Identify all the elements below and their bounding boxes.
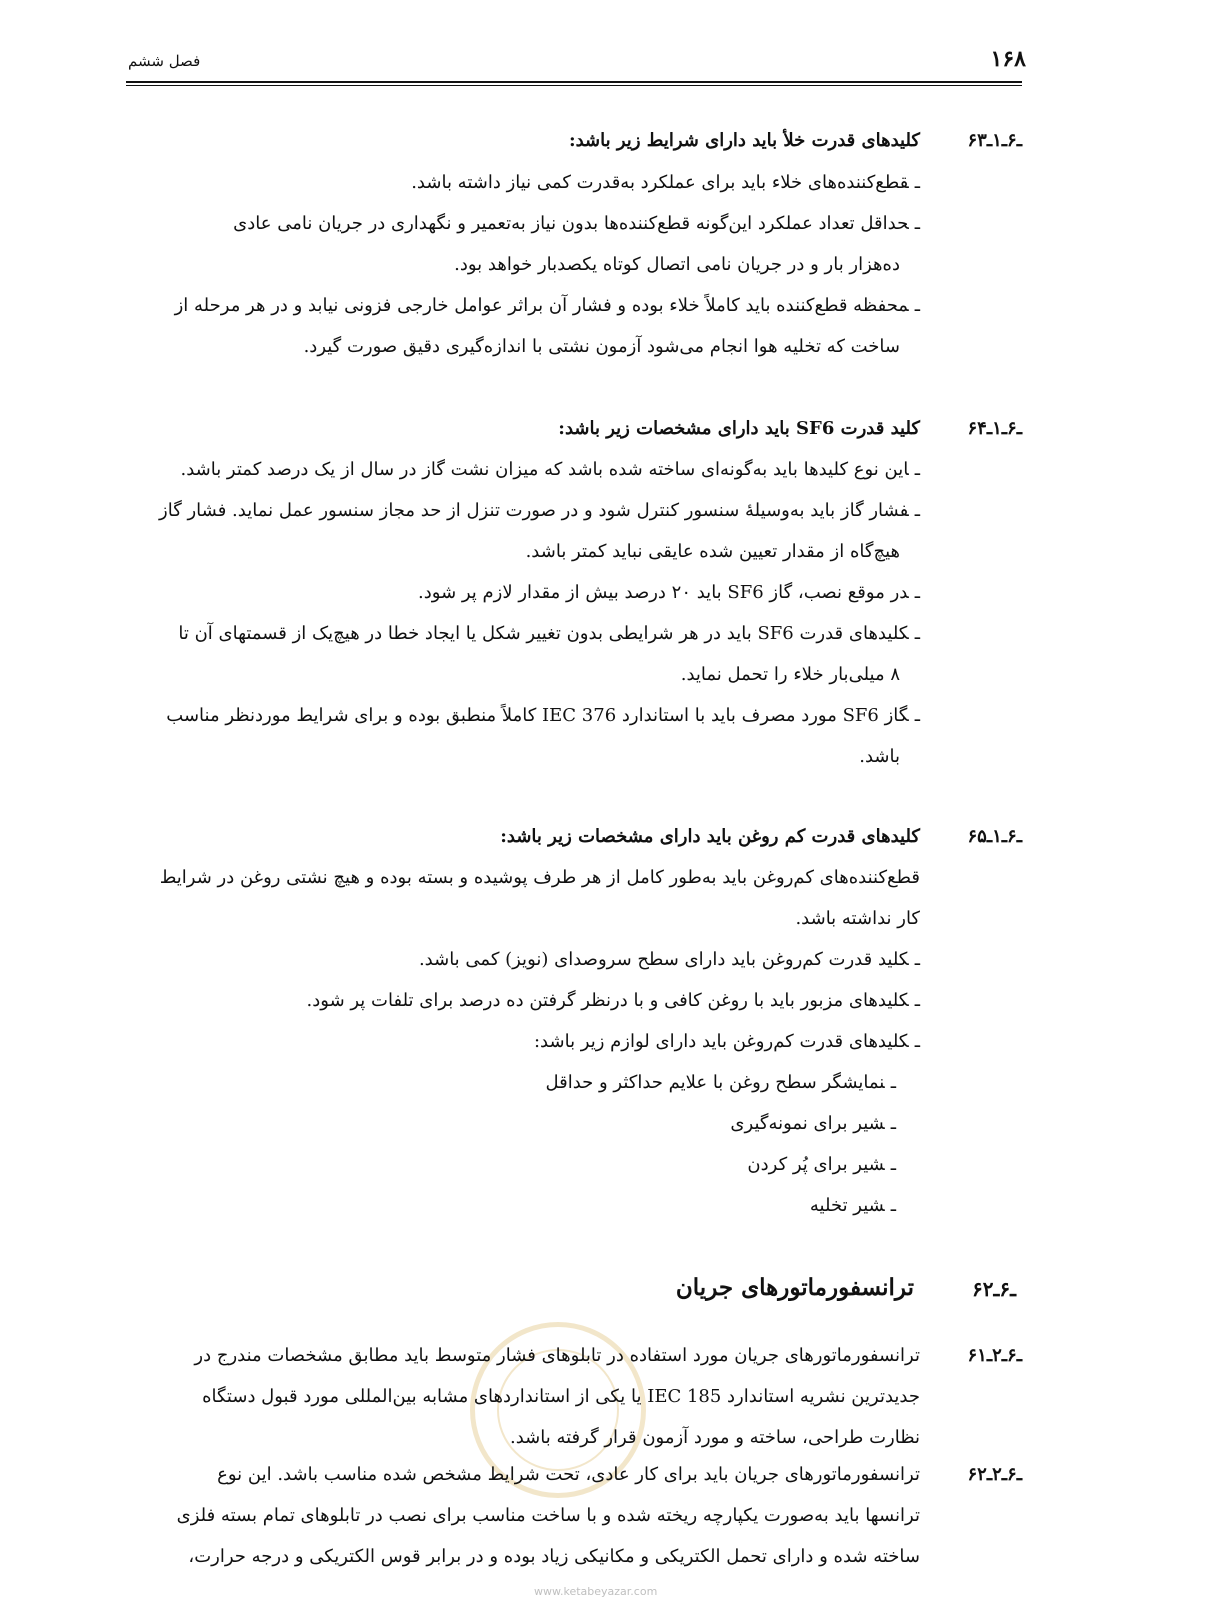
paragraph-line: ترانسفورماتورهای جریان باید برای کار عادی، تحت شرایط مشخص شده مناسب باشد. این نوع — [217, 1464, 920, 1485]
list-item-continuation: باشد. — [859, 746, 900, 767]
paragraph-line: جدیدترین نشریه استاندارد IEC 185 یا یکی از استانداردهای مشابه بین‌المللی مورد قبول دستگاه — [202, 1386, 920, 1407]
paragraph-line: کار نداشته باشد. — [795, 908, 920, 929]
section-heading: کلیدهای قدرت خلأ باید دارای شرایط زیر باشد: — [568, 130, 920, 151]
section-number: ۶ـ۶ـ۱ـ۳ — [967, 130, 1022, 151]
watermark-text: www.ketabeyazar.com — [534, 1585, 658, 1598]
paragraph-line: نظارت طراحی، ساخته و مورد آزمون قرار گرفته باشد. — [509, 1427, 920, 1448]
list-item-continuation: ساخت که تخلیه هوا انجام می‌شود آزمون نشتی با اندازه‌گیری دقیق صورت گیرد. — [303, 336, 900, 357]
list-item: ـگاز SF6 مورد مصرف باید با استاندارد IEC 376 کاملاً منطبق بوده و برای شرایط موردنظر مناسب — [166, 705, 920, 726]
list-item: ـکلیدهای قدرت کم‌روغن باید دارای لوازم زیر باشد: — [533, 1031, 920, 1052]
list-item: ـمحفظه قطع‌کننده باید کاملاً خلاء بوده و فشار آن براثر عوامل خارجی فزونی نیابد و در هر مرحله از — [174, 295, 920, 316]
sub-list-item: ـشیر برای پُر کردن — [747, 1154, 896, 1175]
paragraph-line: ترانسفورماتورهای جریان مورد استفاده در تابلوهای فشار متوسط باید مطابق مشخصات مندرج در — [194, 1345, 920, 1366]
section-heading: کلیدهای قدرت کم روغن باید دارای مشخصات زیر باشد: — [500, 826, 920, 847]
section-number: ۶ـ۶ـ۱ـ۴ — [967, 418, 1022, 439]
subsection-number: ۶ـ۶ـ۲ـ۱ — [967, 1345, 1022, 1366]
list-item: ـکلیدهای مزبور باید با روغن کافی و با درنظر گرفتن ده درصد برای تلفات پر شود. — [306, 990, 920, 1011]
header-rule-thin — [126, 85, 1022, 86]
list-item: ـاین نوع کلیدها باید به‌گونه‌ای ساخته شده باشد که میزان نشت گاز در سال از یک درصد کمتر باشد. — [180, 459, 920, 480]
header-rule-thick — [126, 81, 1022, 83]
main-section-number: ۶ـ۶ـ۲ — [972, 1277, 1016, 1301]
list-item: ـحداقل تعداد عملکرد این‌گونه قطع‌کننده‌ها بدون نیاز به‌تعمیر و نگهداری در جریان نامی عادی — [233, 213, 920, 234]
list-item-continuation: ۸ میلی‌بار خلاء را تحمل نماید. — [680, 664, 900, 685]
section-number: ۶ـ۶ـ۱ـ۵ — [967, 826, 1022, 847]
list-item: ـفشار گاز باید به‌وسیلهٔ سنسور کنترل شود و در صورت تنزل از حد مجاز سنسور عمل نماید. فشار گاز — [159, 500, 920, 521]
page-number: ۱۶۸ — [990, 46, 1026, 72]
subsection-number: ۶ـ۶ـ۲ـ۲ — [967, 1464, 1022, 1485]
list-item-continuation: ده‌هزار بار و در جریان نامی اتصال کوتاه یکصدبار خواهد بود. — [454, 254, 900, 275]
list-item: ـکلیدهای قدرت SF6 باید در هر شرایطی بدون تغییر شکل یا ایجاد خطا در هیچ‌یک از قسمتهای آن تا — [178, 623, 920, 644]
sub-list-item: ـنمایشگر سطح روغن با علایم حداکثر و حداقل — [545, 1072, 896, 1093]
sub-list-item: ـشیر برای نمونه‌گیری — [730, 1113, 896, 1134]
chapter-title: فصل ششم — [128, 52, 201, 70]
paragraph-line: قطع‌کننده‌های کم‌روغن باید به‌طور کامل از هر طرف پوشیده و بسته بوده و هیچ نشتی روغن در شرایط — [159, 867, 920, 888]
paragraph-line: ترانسها باید به‌صورت یکپارچه ریخته شده و با ساخت مناسب برای نصب در تابلوهای تمام بسته فلزی — [176, 1505, 920, 1526]
list-item: ـدر موقع نصب، گاز SF6 باید ۲۰ درصد بیش از مقدار لازم پر شود. — [418, 582, 920, 603]
list-item-continuation: هیچ‌گاه از مقدار تعیین شده عایقی نباید کمتر باشد. — [525, 541, 900, 562]
sub-list-item: ـشیر تخلیه — [809, 1195, 896, 1216]
list-item: ـقطع‌کننده‌های خلاء باید برای عملکرد به‌قدرت کمی نیاز داشته باشد. — [411, 172, 920, 193]
main-section-title: ترانسفورماتورهای جریان — [675, 1274, 914, 1301]
paragraph-line: ساخته شده و دارای تحمل الکتریکی و مکانیکی زیاد بوده و در برابر قوس الکتریکی و درجه حرارت، — [188, 1546, 920, 1567]
list-item: ـکلید قدرت کم‌روغن باید دارای سطح سروصدای (نویز) کمی باشد. — [418, 949, 920, 970]
section-heading: کلید قدرت SF6 باید دارای مشخصات زیر باشد: — [558, 418, 920, 439]
